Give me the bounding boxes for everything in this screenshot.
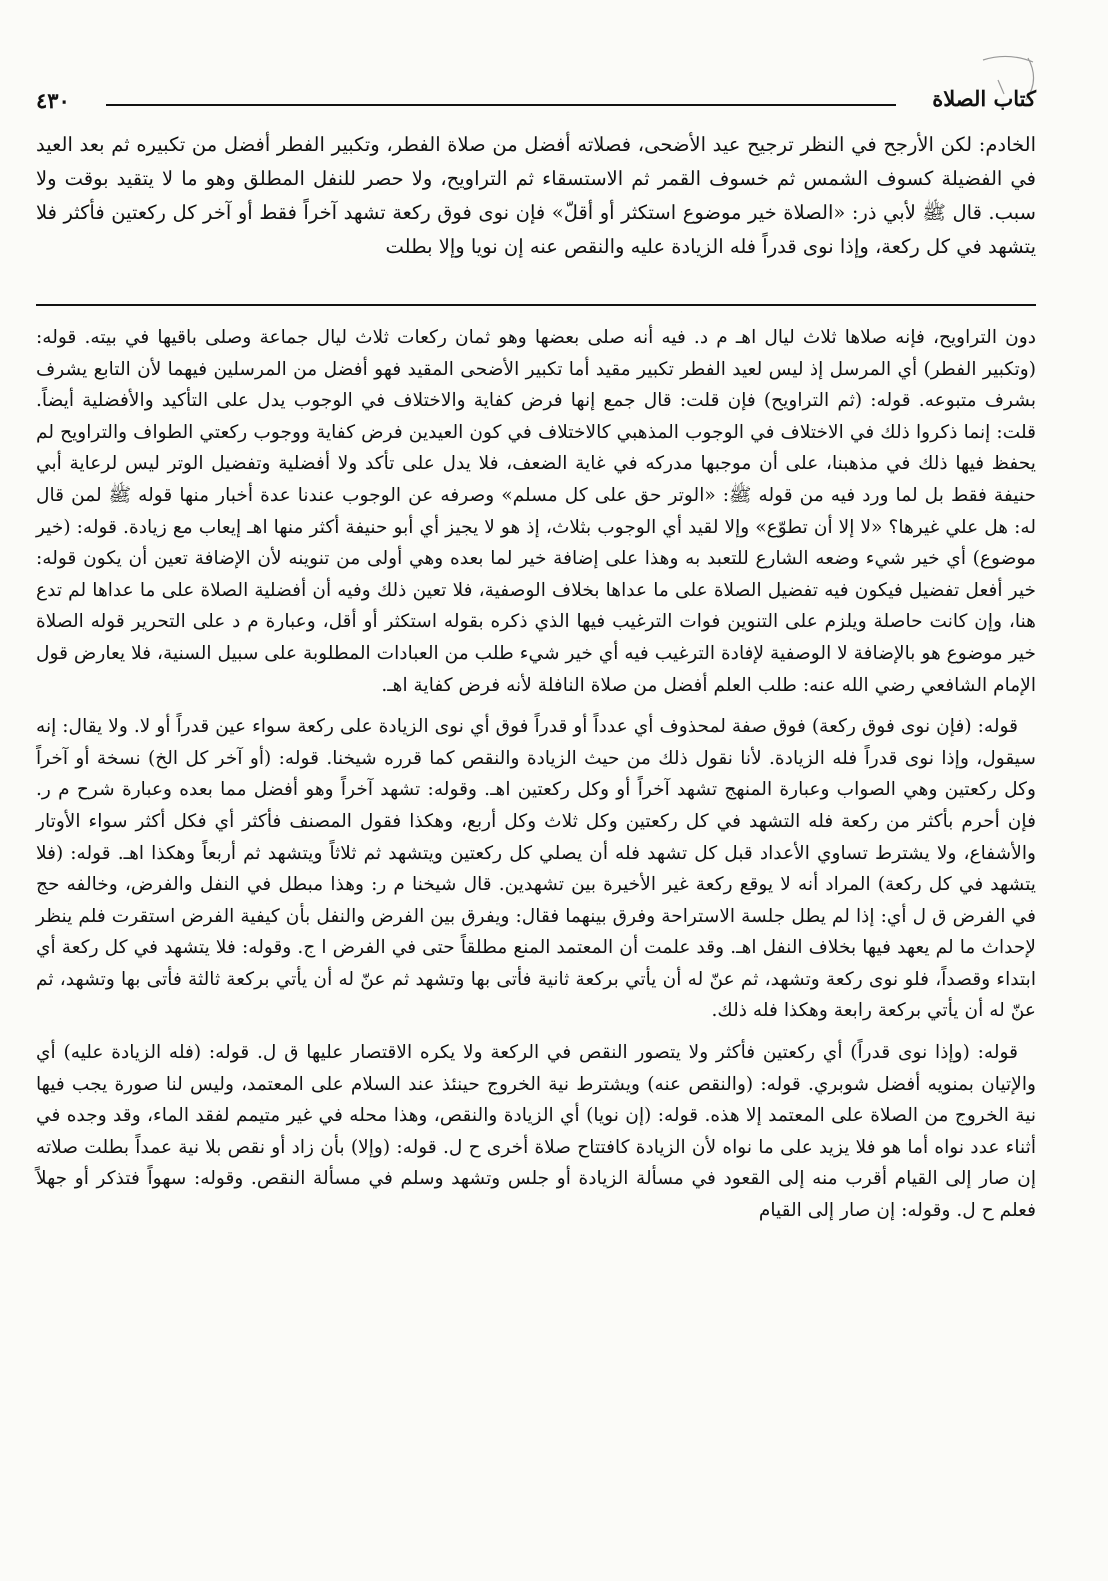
page-number: ٤٣٠ [36, 88, 70, 113]
commentary-paragraph-2: قوله: (فإن نوى فوق ركعة) فوق صفة لمحذوف أي عدداً أو قدراً فوق أي نوى الزيادة على ركعة سواء عين قدراً أو لا. ولا يقال: إنه سيقول، وإذا نوى قدراً فله الزيادة. لأنا نقول ذلك من حيث الزيادة والنقص كما قرره شيخنا. قوله: (أو آخر كل الخ) نسخة أو آخراً وكل ركعتين وهي الصواب وعبارة المنهج تشهد آخراً أو وكل ركعتين اهـ. وقوله: تشهد آخراً وهو أفضل مما بعده وعبارة شرح م ر. فإن أحرم بأكثر من ركعة فله التشهد في كل ركعتين وكل ثلاث وكل أربع، وهكذا فقول المصنف فأكثر أي فكل أكثر سواء الأوتار والأشفاع، ولا يشترط تساوي الأعداد قبل كل تشهد فله أن يصلي كل ركعتين ويتشهد ثم ثلاثاً ويتشهد ثم أربعاً وهكذا اهـ. قوله: (فلا يتشهد في كل ركعة) المراد أنه لا يوقع ركعة غير الأخيرة بين تشهدين. قال شيخنا م ر: وهذا مبطل في النفل والفرض، وخالفه حج في الفرض ق ل أي: إذا لم يطل جلسة الاستراحة وفرق بينهما فقال: ويفرق بين الفرض والنفل بأن كيفية الفرض استقرت فلم ينظر لإحداث ما لم يعهد فيها بخلاف النفل اهـ. وقد علمت أن المعتمد المنع مطلقاً حتى في الفرض ا ج. وقوله: فلا يتشهد في كل ركعة أي ابتداء وقصداً، فلو نوى ركعة وتشهد، ثم عنّ له أن يأتي بركعة ثانية فأتى بها وتشهد ثم عنّ له أن يأتي بركعة ثالثة فأتى بها وتشهد، ثم عنّ له أن يأتي بركعة رابعة وهكذا فله ذلك. [36, 716, 1036, 1022]
running-title: كتاب الصلاة [932, 86, 1036, 111]
header-rule [106, 104, 896, 106]
page-header [36, 88, 1036, 116]
main-text: الخادم: لكن الأرجح في النظر ترجيح عيد الأضحى، فصلاته أفضل من صلاة الفطر، وتكبير الفطر أفضل من تكبيره ثم بعد العيد في الفضيلة كسوف الشمس ثم خسوف القمر ثم الاستسقاء ثم التراويح، ولا حصر للنفل المطلق وهو ما لا يتقيد بوقت ولا سبب. قال ﷺ لأبي ذر: «الصلاة خير موضوع استكثر أو أقلّ» فإن نوى فوق ركعة تشهد آخراً فقط أو آخر كل ركعتين فأكثر فلا يتشهد في كل ركعة، وإذا نوى قدراً فله الزيادة عليه والنقص عنه إن نويا وإلا بطلت [36, 133, 1036, 258]
commentary-paragraph-3: قوله: (وإذا نوى قدراً) أي ركعتين فأكثر ولا يتصور النقص في الركعة ولا يكره الاقتصار عليها ق ل. قوله: (فله الزيادة عليه) أي والإتيان بمنويه أفضل شوبري. قوله: (والنقص عنه) ويشترط نية الخروج حينئذ عند السلام على المعتمد، وليس لنا صورة يجب فيها نية الخروج من الصلاة على المعتمد إلا هذه. قوله: (إن نويا) أي الزيادة والنقص، وهذا محله في غير متيمم لفقد الماء، وقد وجده في أثناء عدد نواه أما هو فلا يزيد على ما نواه لأن الزيادة كافتتاح صلاة أخرى ح ل. قوله: (وإلا) بأن زاد أو نقص بلا نية عمداً بطلت صلاته إن صار إلى القيام أقرب منه إلى القعود في مسألة الزيادة أو جلس وتشهد وسلم في مسألة النقص. وقوله: سهواً فتذكر أو جهلاً فعلم ح ل. وقوله: إن صار إلى القيام [36, 1042, 1036, 1222]
commentary-paragraph-1: دون التراويح، فإنه صلاها ثلاث ليال اهـ م د. فيه أنه صلى بعضها وهو ثمان ركعات ثلاث ليال جماعة وصلى باقيها في بيته. قوله: (وتكبير الفطر) أي المرسل إذ ليس لعيد الفطر تكبير مقيد أما تكبير الأضحى المقيد فهو أفضل من المرسلين فيهما لأن التابع يشرف بشرف متبوعه. قوله: (ثم التراويح) فإن قلت: قال جمع إنها فرض كفاية والاختلاف في الوجوب يدل على التأكيد والأفضلية أيضاً. قلت: إنما ذكروا ذلك في الاختلاف في الوجوب المذهبي كالاختلاف في كون العيدين فرض كفاية ووجوب ركعتي الطواف والتراويح لم يحفظ فيها ذلك في مذهبنا، على أن موجبها مدركه في غاية الضعف، فلا يدل على تأكد ولا أفضلية وتفضيل الوتر ليس لرعاية أبي حنيفة فقط بل لما ورد فيه من قوله ﷺ: «الوتر حق على كل مسلم» وصرفه عن الوجوب عندنا عدة أخبار منها قوله ﷺ لمن قال له: هل علي غيرها؟ «لا إلا أن تطوّع» وإلا لقيد أي الوجوب بثلاث، إذ هو لا يجيز أي أبو حنيفة أكثر منها اهـ إيعاب مع زيادة. قوله: (خير موضوع) أي خير شيء وضعه الشارع للتعبد به وهذا على إضافة خير لما بعده وهي أولى من تنوينه لأن الإضافة تعين أن يكون قوله: خير أفعل تفضيل فيكون فيه تفضيل الصلاة على ما عداها بخلاف الوصفية، فلا تعين ذلك وفيه أن أفضلية الصلاة على ما عداها لم تدع هنا، وإن كانت حاصلة ويلزم على التنوين فوات الترغيب فيها الذي ذكره بقوله استكثر أو أقل، وعبارة م د على التحرير قوله الصلاة خير موضوع هو بالإضافة لا الوصفية لإفادة الترغيب فيه أي خير شيء طلب من العبادات المطلوبة على سبيل السنية، فلا يعارض قول الإمام الشافعي رضي الله عنه: طلب العلم أفضل من صلاة النافلة لأنه فرض كفاية اهـ. [36, 327, 1036, 696]
text-separator-rule [36, 304, 1036, 306]
commentary [36, 322, 1036, 1237]
